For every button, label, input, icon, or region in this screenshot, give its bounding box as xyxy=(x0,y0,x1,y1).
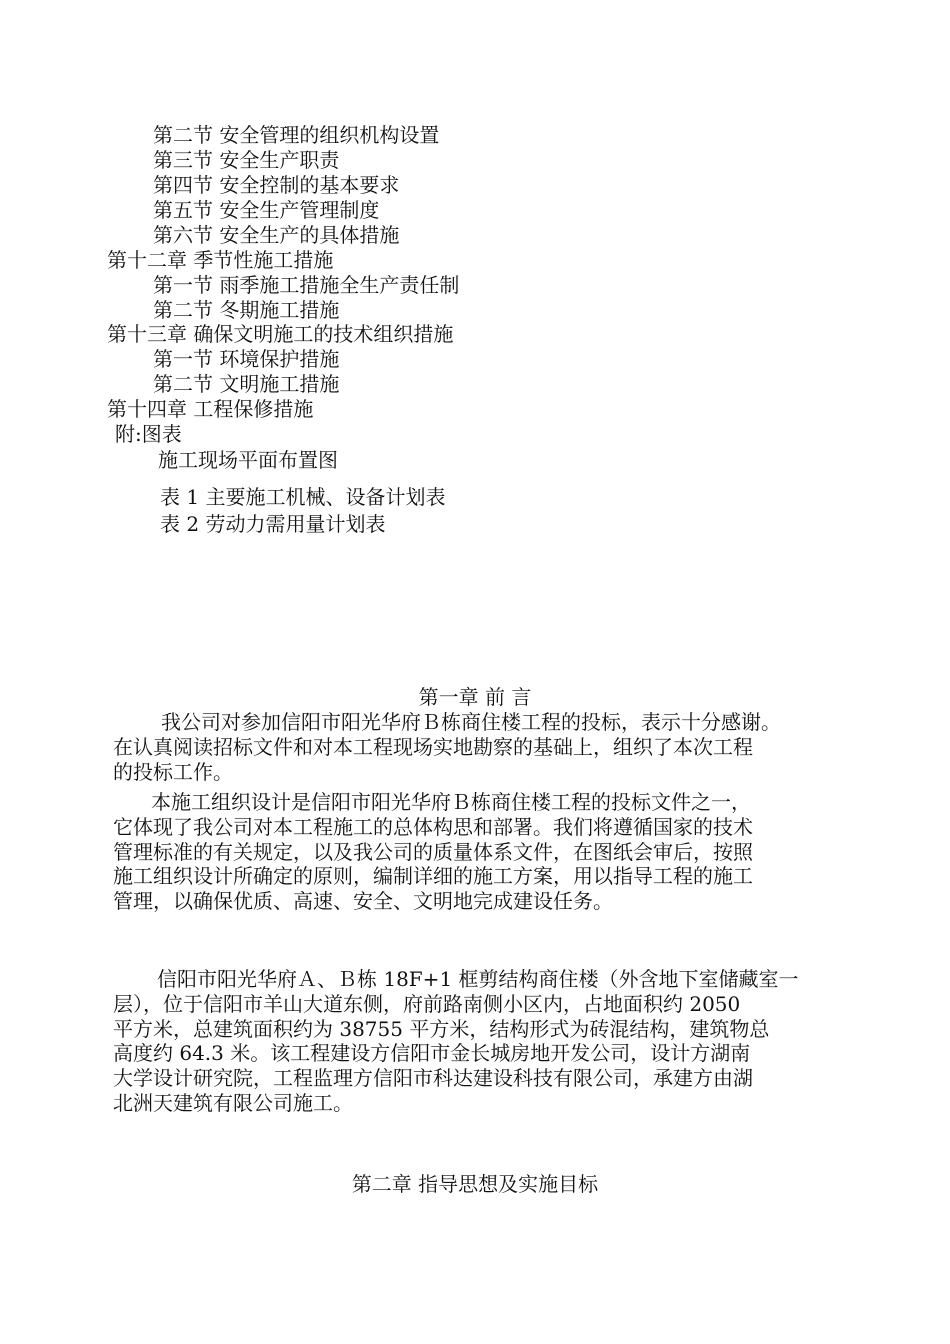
paragraph-line: 信阳市阳光华府Ａ、Ｂ栋 18F+1 框剪结构商住楼（外含地下室储藏室一 xyxy=(137,967,799,991)
toc-item: 第六节 安全生产的具体措施 xyxy=(153,223,400,247)
paragraph-line: 层），位于信阳市羊山大道东侧，府前路南侧小区内，占地面积约 2050 xyxy=(113,991,741,1016)
toc-chapter: 第十三章 确保文明施工的技术组织措施 xyxy=(107,322,454,346)
toc-item: 第二节 冬期施工措施 xyxy=(153,298,340,322)
appendix-item: 施工现场平面布置图 xyxy=(158,448,338,472)
paragraph-line: 北洲天建筑有限公司施工。 xyxy=(113,1090,353,1115)
chapter-1-paragraph-3 xyxy=(113,967,843,1116)
toc-chapter: 第十四章 工程保修措施 xyxy=(107,397,314,421)
chapter-2-title: 第二章 指导思想及实施目标 xyxy=(351,1172,599,1196)
toc-chapter: 第十二章 季节性施工措施 xyxy=(107,248,334,272)
toc-item: 第二节 文明施工措施 xyxy=(153,372,340,396)
chapter-1-paragraph-2 xyxy=(113,790,843,914)
toc-item: 第四节 安全控制的基本要求 xyxy=(153,173,400,197)
toc-item: 第一节 雨季施工措施全生产责任制 xyxy=(153,273,460,297)
paragraph-line: 我公司对参加信阳市阳光华府Ｂ栋商住楼工程的投标，表示十分感谢。 xyxy=(141,710,781,734)
paragraph-line: 高度约 64.3 米。该工程建设方信阳市金长城房地开发公司，设计方湖南 xyxy=(113,1041,751,1066)
paragraph-line: 平方米，总建筑面积约为 38755 平方米，结构形式为砖混结构，建筑物总 xyxy=(113,1016,770,1041)
paragraph-line: 本施工组织设计是信阳市阳光华府Ｂ栋商住楼工程的投标文件之一， xyxy=(131,790,751,814)
chapter-1-title: 第一章 前 言 xyxy=(418,685,532,709)
toc-item: 第三节 安全生产职责 xyxy=(153,148,340,172)
paragraph-line: 管理，以确保优质、高速、安全、文明地完成建设任务。 xyxy=(113,889,613,914)
toc-item: 第一节 环境保护措施 xyxy=(153,347,340,371)
appendix-item: 表 2 劳动力需用量计划表 xyxy=(160,512,386,536)
paragraph-line: 的投标工作。 xyxy=(113,759,233,784)
paragraph-line: 大学设计研究院，工程监理方信阳市科达建设科技有限公司，承建方由湖 xyxy=(113,1066,753,1091)
chapter-1-paragraph-1 xyxy=(113,710,843,784)
paragraph-line: 在认真阅读招标文件和对本工程现场实地勘察的基础上，组织了本次工程 xyxy=(113,734,753,759)
toc-appendix: 附:图表 xyxy=(115,422,182,446)
paragraph-line: 它体现了我公司对本工程施工的总体构思和部署。我们将遵循国家的技术 xyxy=(113,814,753,839)
toc-item: 第五节 安全生产管理制度 xyxy=(153,198,380,222)
toc-item: 第二节 安全管理的组织机构设置 xyxy=(153,123,440,147)
paragraph-line: 管理标准的有关规定，以及我公司的质量体系文件，在图纸会审后，按照 xyxy=(113,839,753,864)
appendix-item: 表 1 主要施工机械、设备计划表 xyxy=(160,485,446,509)
paragraph-line: 施工组织设计所确定的原则，编制详细的施工方案，用以指导工程的施工 xyxy=(113,864,753,889)
